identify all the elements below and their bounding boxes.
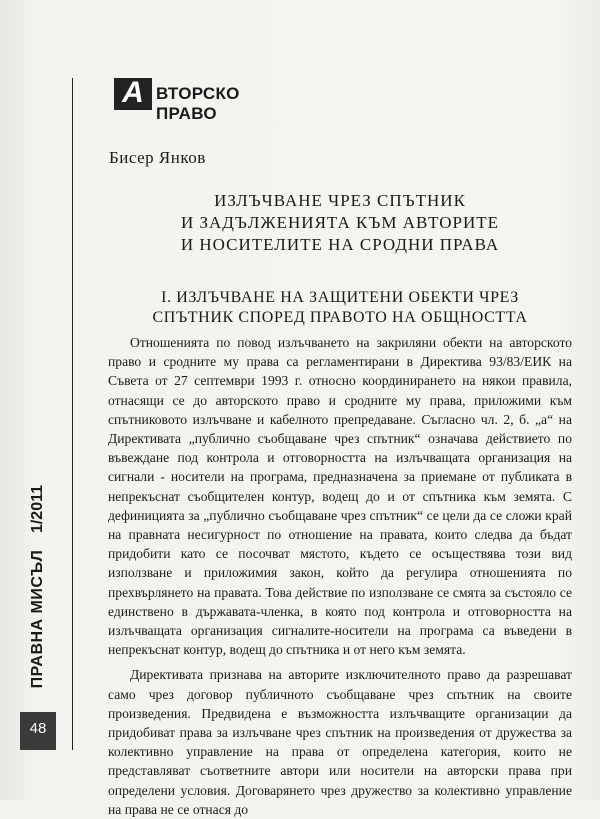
left-rule — [72, 78, 73, 750]
paragraph: Отношенията по повод излъчването на закриляни обекти на авторското право и сродните му права са регламентирани в Директива 93/83/ЕИК на Съвета от 27 септември 1993 г. относно координирането на някои правила, отнасящи се до авторското право и сродните му права, приложими към спътниковото излъчване и кабелното препредаване. Съгласно чл. 2, б. „а“ на Директивата „публично съобщаване чрез спътник“ означава действието по въвеждане под контрола и отговорността на излъчващата организация на сигнали - носители на програма, предназначена за приемане от публиката в непрекъснат съобщителен контур, водещ до и от спътника към земята. С дефиницията за „публично съобщаване чрез спътник“ се цели да се сложи край на правната несигурност по отношение на правата, които следва да бъдат придобити като се посочват мястото, където се осъществява този вид използване и приложимия закон, който да регулира отношенията по прехвърлянето на правата. Това действие по използване се смята за състояло се единствено в държавата-членка, в която под контрола и отговорността на излъчващата организация сигналите-носители на програма са въведени в непрекъснат контур, водещ до спътника и от него към земята. — [108, 335, 572, 658]
page-number: 48 — [29, 720, 47, 737]
issue-number: 1/2011 — [29, 484, 46, 534]
badge-text: ВТОРСКО ПРАВО — [156, 84, 240, 123]
section-heading-line: I. ИЗЛЪЧВАНЕ НА ЗАЩИТЕНИ ОБЕКТИ ЧРЕЗ — [161, 289, 519, 306]
article-body — [108, 333, 572, 819]
section-heading — [108, 288, 572, 328]
journal-name: ПРАВНА МИСЪЛ — [29, 549, 46, 689]
title-line: И НОСИТЕЛИТЕ НА СРОДНИ ПРАВА — [180, 235, 500, 254]
title-line: И ЗАДЪЛЖЕНИЯТА КЪМ АВТОРИТЕ — [180, 213, 500, 232]
title-line: ИЗЛЪЧВАНЕ ЧРЕЗ СПЪТНИК — [214, 191, 466, 210]
badge-letter: А — [122, 76, 144, 109]
article-title — [108, 190, 572, 256]
author-name: Бисер Янков — [109, 148, 206, 167]
paragraph: Директивата признава на авторите изключителното право да разрешават само чрез договор публичното съобщаване чрез спътник на своите произведения. Предвидена е възможността излъчващите организации да придобиват права за излъчване чрез спътник на произведения от дружества за колективно управление на права от определена категория, които не представляват съответните автори или носители на авторски права при определени условия. Договарянето чрез дружество за колективно управление на права не се отнася до — [108, 667, 572, 817]
section-badge — [76, 76, 296, 123]
section-heading-line: СПЪТНИК СПОРЕД ПРАВОТО НА ОБЩНОСТТА — [152, 309, 528, 326]
